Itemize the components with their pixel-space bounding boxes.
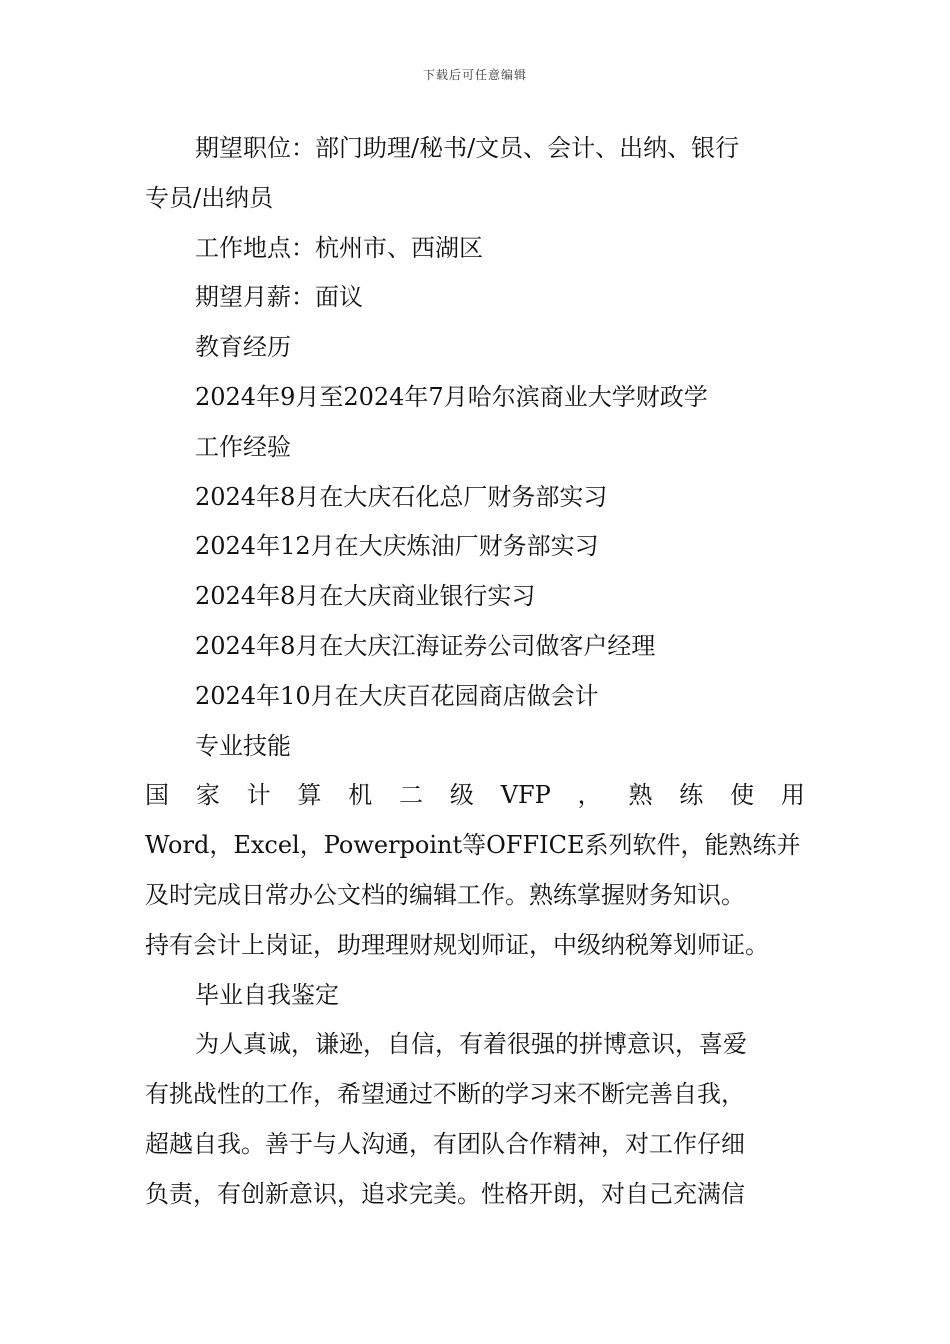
document-body [145, 124, 805, 1220]
desired-position-line-cont: 专员/出纳员 [145, 183, 274, 212]
skills-word: 机 [348, 781, 373, 810]
skills-paragraph-line: 及时完成日常办公文档的编辑工作。熟练掌握财务知识。 [145, 880, 745, 909]
experience-entry-2: 2024年12月在大庆炼油厂财务部实习 [195, 532, 599, 561]
experience-entry-4: 2024年8月在大庆江海证券公司做客户经理 [195, 631, 656, 660]
skills-word: ， [577, 781, 602, 810]
self-assessment-line: 超越自我。善于与人沟通，有团队合作精神，对工作仔细 [145, 1129, 745, 1158]
self-assessment-line: 有挑战性的工作，希望通过不断的学习来不断完善自我， [145, 1080, 745, 1109]
skills-word: 熟 [628, 781, 653, 810]
skills-word: 国 [145, 781, 169, 810]
skills-paragraph-line: Word，Excel，Powerpoint等OFFICE系列软件，能熟练并 [145, 831, 801, 860]
page-header: 下载后可任意编辑 [422, 68, 527, 82]
skills-word: 级 [449, 781, 474, 810]
experience-entry-5: 2024年10月在大庆百花园商店做会计 [195, 681, 599, 710]
skills-word: 二 [399, 781, 424, 810]
skills-word: VFP [500, 781, 551, 810]
work-location-line: 工作地点：杭州市、西湖区 [195, 233, 483, 262]
education-heading: 教育经历 [195, 333, 291, 362]
education-entry: 2024年9月至2024年7月哈尔滨商业大学财政学 [195, 382, 708, 411]
experience-entry-1: 2024年8月在大庆石化总厂财务部实习 [195, 482, 608, 511]
skills-word: 计 [246, 781, 271, 810]
self-assessment-line: 为人真诚，谦逊，自信，有着很强的拼博意识，喜爱 [195, 1030, 747, 1059]
experience-entry-3: 2024年8月在大庆商业银行实习 [195, 582, 536, 611]
self-assessment-heading: 毕业自我鉴定 [195, 980, 339, 1009]
self-assessment-line: 负责，有创新意识，追求完美。性格开朗，对自己充满信 [145, 1179, 745, 1208]
skills-word: 使 [730, 781, 755, 810]
skills-word: 练 [679, 781, 704, 810]
skills-paragraph-line: 持有会计上岗证，助理理财规划师证，中级纳税筹划师证。 [145, 930, 769, 959]
skills-word: 用 [780, 781, 805, 810]
skills-word: 算 [297, 781, 322, 810]
skills-word: 家 [195, 781, 220, 810]
skills-paragraph-first-line [145, 771, 805, 821]
expected-salary-line: 期望月薪：面议 [195, 283, 363, 312]
desired-position-line: 期望职位：部门助理/秘书/文员、会计、出纳、银行 [195, 134, 740, 162]
skills-heading: 专业技能 [195, 731, 291, 760]
experience-heading: 工作经验 [195, 432, 291, 461]
